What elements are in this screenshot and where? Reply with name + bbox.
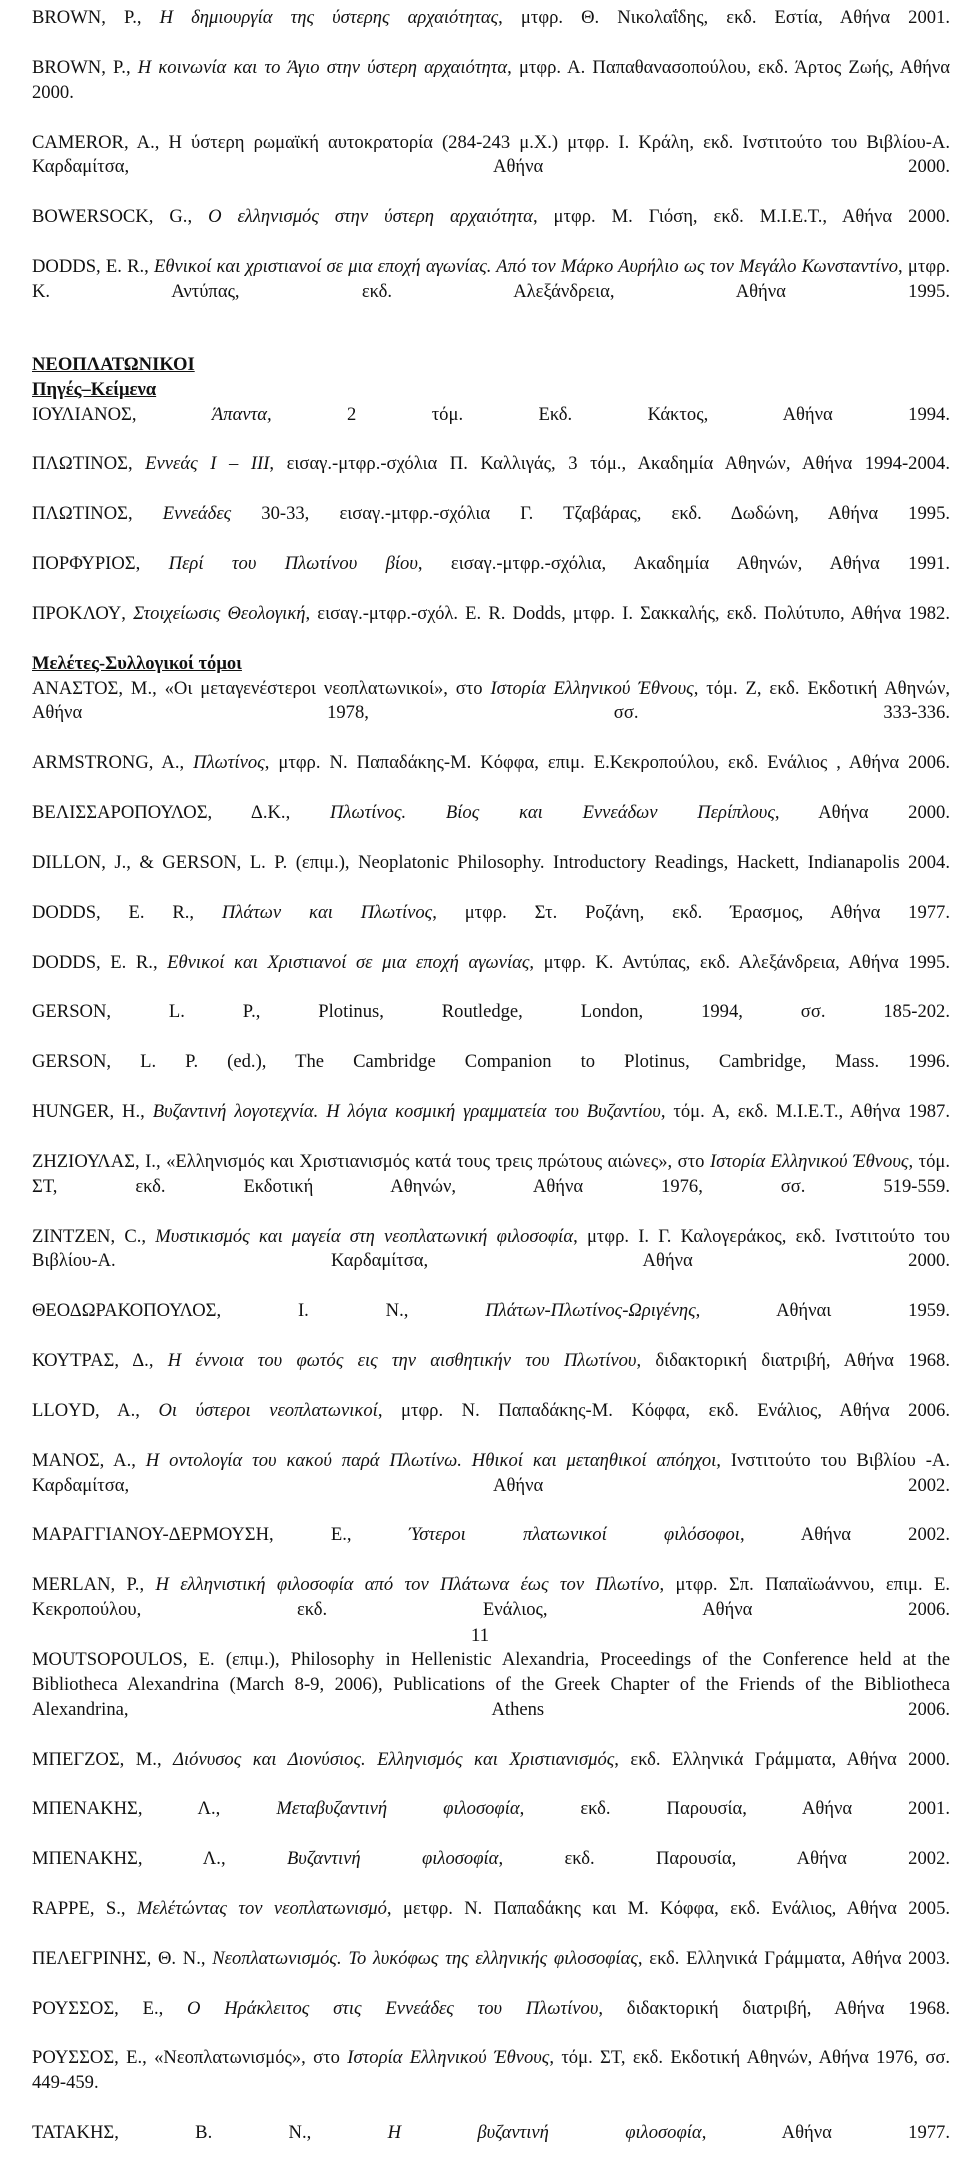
bibliography-entry [32, 1225, 950, 1300]
entry-text: , «Οι μεταγενέστεροι νεοπλατωνικοί», στο [152, 677, 491, 699]
entry-title: Η έννοια του φωτός εις την αισθητικήν του Πλωτίνου [167, 1350, 637, 1372]
section-title: ΝΕΟΠΛΑΤΩΝΙΚΟΙ [32, 353, 195, 375]
entry-text: , [152, 951, 168, 973]
entry-author: BROWN, P. [32, 7, 137, 28]
entry-author: DODDS, E. R. [32, 256, 145, 278]
entry-title: Η δημιουργία της ύστερης αρχαιότητας [159, 7, 499, 28]
entry-text: , [220, 1848, 287, 1870]
entry-text: , [215, 1798, 277, 1820]
bibliography-entry [32, 1299, 950, 1349]
entry-text: , [179, 752, 194, 774]
entry-author: ΙΟΥΛΙΑΝΟΣ [32, 403, 132, 425]
entry-text: , [306, 2122, 388, 2144]
entry-title: Βυζαντινή φιλοσοφία [286, 1848, 499, 1870]
entry-text: , [140, 1100, 153, 1122]
bibliography-entry [32, 2121, 950, 2171]
entry-text: , «Νεοπλατωνισμός», στο [142, 2047, 348, 2069]
entry-text: , [158, 1997, 188, 2019]
bibliography-list-sources [32, 403, 950, 652]
entry-title: Ιστορία Ελληνικού Έθνους [347, 2047, 550, 2069]
entry-author: ΜΑΝΟΣ, Α. [32, 1449, 132, 1471]
entry-text: , τόμ. ΣΤ, εκδ. Εκδοτική Αθηνών, Αθήνα 1976, σσ. 449-459. [32, 2047, 951, 2094]
entry-text: , μτφρ. Ν. Παπαδάκης-Μ. Κόφφα, εκδ. Ενάλιος, Αθήνα 2006. [377, 1399, 951, 1421]
entry-text: , εκδ. Παρουσία, Αθήνα 2001. [519, 1798, 950, 1820]
page-number: 11 [470, 1625, 490, 1646]
entry-text: 30-33, εισαγ.-μτφρ.-σχόλια Γ. Τζαβάρας, εκδ. Δωδώνη, Αθήνα 1995. [231, 503, 951, 525]
entry-text: , Η ύστερη ρωμαϊκή αυτοκρατορία (284-243 μ.Χ.) μτφρ. Ι. Κράλη, εκδ. Ινστιτούτο του Βιβλίου-Α. Καρδαμίτσα, Αθήνα 2000. [32, 131, 950, 178]
entry-text: , εισαγ.-μτφρ.-σχόλ. E. R. Dodds, μτφρ. Ι. Σακκαλής, εκδ. Πολύτυπο, Αθήνα 1982. [305, 602, 950, 624]
entry-title: Εννεάς Ι – ΙΙΙ [145, 453, 270, 475]
entry-text: , Αθήνα 1977. [701, 2122, 950, 2144]
entry-text: , Αθήναι 1959. [695, 1300, 950, 1322]
bibliography-entry [32, 403, 950, 453]
entry-title: Άπαντα, [211, 403, 272, 425]
entry-text: , [135, 553, 169, 575]
entry-title: Η ελληνιστική φιλοσοφία από τον Πλάτωνα έως τον Πλωτίνο [155, 1574, 660, 1596]
bibliography-entry [32, 205, 950, 255]
entry-author: LLOYD, A. [32, 1399, 136, 1421]
entry-text: , «Ελληνισμός και Χριστιανισμός κατά τους τρεις πρώτους αιώνες», στο [155, 1150, 710, 1172]
entry-title: Εθνικοί και Χριστιανοί σε μια εποχή αγωνίας [167, 951, 530, 973]
entry-text: , μτφρ. Σπ. Παπαϊωάννου, επιμ. Ε. Κεκροπούλου, εκδ. Ενάλιος, Αθήνα 2006. [32, 1574, 951, 1621]
entry-text: , τόμ. ΣΤ, εκδ. Εκδοτική Αθηνών, Αθήνα 1976, σσ. 519-559. [32, 1150, 950, 1197]
entry-text: 2 τόμ. Εκδ. Κάκτος, Αθήνα 1994. [271, 403, 950, 425]
bibliography-entry [32, 1648, 950, 1748]
bibliography-entry [32, 6, 950, 56]
entry-text: , [121, 602, 134, 624]
entry-title: Ιστορία Ελληνικού Έθνους [490, 677, 694, 699]
entry-author: HUNGER, H. [32, 1100, 141, 1122]
entry-title: Εννεάδες [162, 503, 232, 525]
entry-text: , [136, 7, 160, 28]
bibliography-entry [32, 1847, 950, 1897]
entry-author: MOUTSOPOULOS, E. [32, 1648, 215, 1670]
subsection-title-sources: Πηγές–Κείμενα [32, 378, 157, 400]
entry-text: , τόμ. Α, εκδ. Μ.Ι.Ε.Τ., Αθήνα 1987. [660, 1100, 951, 1122]
entry-text: , εκδ. Ελληνικά Γράμματα, Αθήνα 2003. [637, 1947, 951, 1969]
entry-author: ΜΠΕΓΖΟΣ, Μ. [32, 1748, 157, 1770]
entry-title: Ο Ηράκλειτος στις Εννεάδες του Πλωτίνου [187, 1997, 599, 2019]
bibliography-entry [32, 56, 950, 131]
bibliography-entry [32, 452, 950, 502]
entry-title: Ιστορία Ελληνικού Έθνους [709, 1150, 909, 1172]
entry-author: GERSON, L. P. [32, 1001, 256, 1023]
bibliography-entry [32, 1947, 950, 1997]
bibliography-entry [32, 1100, 950, 1150]
entry-title: Πλωτίνος. Βίος και Εννεάδων Περίπλους [329, 802, 775, 824]
entry-author: ΠΛΩΤΙΝΟΣ [32, 503, 128, 525]
subsection-title-studies: Μελέτες-Συλλογικοί τόμοι [32, 652, 242, 674]
entry-title: Μελέτώντας τον νεοπλατωνισμό [136, 1897, 387, 1919]
entry-author: ΜΠΕΝΑΚΗΣ, Λ. [32, 1848, 221, 1870]
entry-text: , [141, 1225, 156, 1247]
entry-text: , [144, 256, 155, 278]
entry-text: , διδακτορική διατριβή, Αθήνα 1968. [598, 1997, 951, 2019]
bibliography-page [32, 6, 950, 2171]
bibliography-entry [32, 1150, 950, 1225]
entry-text: (επιμ.), Philosophy in Hellenistic Alexandria, Proceedings of the Conference held at the Bibliotheca Alexandrina (March 8-9, 2006), Publications of the Greek Chapter of the Friends of the Bibliotheca Alexandrina, Athens 2006. [32, 1648, 950, 1720]
entry-author: BROWN, P. [32, 56, 126, 78]
entry-text: , εισαγ.-μτφρ.-σχόλια Π. Καλλιγάς, 3 τόμ., Ακαδημία Αθηνών, Αθήνα 1994-2004. [269, 453, 950, 475]
bibliography-entry [32, 602, 950, 652]
entry-title: Μυστικισμός και μαγεία στη νεοπλατωνική φιλοσοφία [155, 1225, 574, 1247]
entry-title: Πλωτίνος [193, 752, 265, 774]
entry-text: Ινστιτούτο του Βιβλίου -Α. Καρδαμίτσα, Αθήνα 2002. [32, 1449, 950, 1496]
bibliography-entry [32, 1050, 950, 1100]
bibliography-entry [32, 801, 950, 851]
entry-text: , εισαγ.-μτφρ.-σχόλια, Ακαδημία Αθηνών, Αθήνα 1991. [417, 553, 950, 575]
entry-text: , μτφρ. Μ. Γιόση, εκδ. Μ.Ι.Ε.Τ., Αθήνα 2000. [532, 206, 950, 228]
entry-text: , [200, 1947, 213, 1969]
entry-text: , εκδ. Παρουσία, Αθήνα 2002. [498, 1848, 951, 1870]
bibliography-list-studies [32, 677, 950, 2171]
entry-text: , μτφρ. Ι. Γ. Καλογεράκος, εκδ. Ινστιτούτο του Βιβλίου-Α. Καρδαμίτσα, Αθήνα 2000. [32, 1225, 951, 1272]
entry-title: Η βυζαντινή φιλοσοφία [387, 2122, 702, 2144]
entry-author: ΠΟΡΦΥΡΙΟΣ [32, 553, 136, 575]
entry-text: , διδακτορική διατριβή, Αθήνα 1968. [636, 1350, 951, 1372]
entry-author: ΡΟΥΣΣΟΣ, Ε. [32, 1997, 159, 2019]
entry-author: RAPPE, S. [32, 1897, 121, 1919]
entry-title: Περί του Πλωτίνου βίου [168, 553, 418, 575]
entry-text: , [131, 1449, 146, 1471]
entry-text: , Αθήνα 2002. [739, 1524, 950, 1546]
entry-author: ΠΕΛΕΓΡΙΝΗΣ, Θ. Ν. [32, 1947, 201, 1969]
entry-author: ΖΗΖΙΟΥΛΑΣ, Ι. [32, 1150, 156, 1172]
entry-author: ARMSTRONG, A. [32, 752, 180, 774]
entry-text: (επιμ.), Neoplatonic Philosophy. Introductory Readings, Hackett, Indianapolis 2004. [287, 851, 951, 873]
entry-text: , τόμ. Ζ, εκδ. Εκδοτική Αθηνών, Αθήνα 1978, σσ. 333-336. [32, 677, 951, 724]
entry-title: Εθνικοί και χριστιανοί σε μια εποχή αγωνίας. Από τον Μάρκο Αυρήλιο ως τον Μεγάλο Κωνσταντίνο [154, 256, 899, 278]
entry-text: , [135, 1399, 159, 1421]
entry-text: , [156, 1748, 174, 1770]
entry-title: Η οντολογία του κακού παρά Πλωτίνω. Ηθικοί και μεταηθικοί απόηχοι, [145, 1449, 721, 1471]
entry-author: CAMEROR, A. [32, 131, 155, 153]
entry-text: , [148, 1350, 168, 1372]
entry-author: ZINTZEN, C. [32, 1225, 142, 1247]
entry-text: , μτφρ. Ν. Παπαδάκης-Μ. Κόφφα, επιμ. Ε.Κεκροπούλου, εκδ. Ενάλιος , Αθήνα 2006. [264, 752, 950, 774]
bibliography-entry [32, 1449, 950, 1524]
entry-author: ΚΟΥΤΡΑΣ, Δ. [32, 1350, 149, 1372]
entry-text: , [189, 901, 222, 923]
bibliography-entry [32, 552, 950, 602]
bibliography-entry [32, 851, 950, 901]
entry-text: , [131, 403, 212, 425]
entry-author: DILLON, J., & GERSON, L. P. [32, 851, 288, 873]
entry-title: Νεοπλατωνισμός. Το λυκόφως της ελληνικής φιλοσοφίας [212, 1947, 638, 1969]
entry-title: Η κοινωνία και το Άγιο στην ύστερη αρχαιότητα [137, 56, 508, 78]
entry-title: Πλάτων-Πλωτίνος-Ωριγένης [485, 1300, 696, 1322]
bibliography-entry [32, 131, 950, 206]
entry-title: Διόνυσος και Διονύσιος. Ελληνισμός και Χριστιανισμός [173, 1748, 615, 1770]
entry-author: ΠΛΩΤΙΝΟΣ [32, 453, 128, 475]
bibliography-entry [32, 677, 950, 752]
entry-author: MERLAN, P. [32, 1574, 140, 1596]
entry-author: ΡΟΥΣΣΟΣ, Ε. [32, 2047, 143, 2069]
entry-text: , Plotinus, Routledge, London, 1994, σσ. 185-202. [255, 1001, 950, 1023]
entry-author: ΠΡΟΚΛΟΥ [32, 602, 122, 624]
entry-text: , [120, 1897, 137, 1919]
entry-text: , μτφρ. Α. Παπαθανασοπούλου, εκδ. Άρτος Ζωής, Αθήνα 2000. [32, 56, 951, 103]
entry-author: DODDS, E. R. [32, 901, 190, 923]
entry-text: , μετφρ. Ν. Παπαδάκης και Μ. Κόφφα, εκδ. Ενάλιος, Αθήνα 2005. [386, 1897, 951, 1919]
entry-author: ΒΕΛΙΣΣΑΡΟΠΟΥΛΟΣ, Δ.Κ. [32, 802, 286, 824]
bibliography-entry [32, 901, 950, 951]
bibliography-entry [32, 1797, 950, 1847]
bibliography-entry [32, 1897, 950, 1947]
entry-text: , μτφρ. Στ. Ροζάνη, εκδ. Έρασμος, Αθήνα 1977. [432, 901, 951, 923]
bibliography-entry [32, 2046, 950, 2121]
entry-title: Πλάτων και Πλωτίνος [221, 901, 433, 923]
entry-author: DODDS, E. R. [32, 951, 153, 973]
entry-title: Μεταβυζαντινή φιλοσοφία [276, 1798, 520, 1820]
entry-title: Βυζαντινή λογοτεχνία. Η λόγια κοσμική γραμματεία του Βυζαντίου [152, 1100, 661, 1122]
entry-author: BOWERSOCK, G. [32, 206, 188, 228]
bibliography-entry [32, 1997, 950, 2047]
entry-text: (ed.), The Cambridge Companion to Plotinus, Cambridge, Mass. 1996. [198, 1051, 950, 1073]
entry-text: , μτφρ. Κ. Αντύπας, εκδ. Αλεξάνδρεια, Αθήνα 1995. [529, 951, 950, 973]
entry-text: , [403, 1300, 486, 1322]
entry-author: ΤΑΤΑΚΗΣ, Β. Ν. [32, 2122, 307, 2144]
entry-text: , εκδ. Ελληνικά Γράμματα, Αθήνα 2000. [614, 1748, 951, 1770]
entry-text: , [139, 1574, 156, 1596]
bibliography-entry [32, 1399, 950, 1449]
bibliography-entry [32, 255, 950, 330]
bibliography-entry [32, 1748, 950, 1798]
bibliography-entry [32, 751, 950, 801]
bibliography-list-general [32, 6, 950, 330]
entry-title: Οι ύστεροι νεοπλατωνικοί [158, 1399, 378, 1421]
entry-text: , Αθήνα 2000. [774, 802, 951, 824]
entry-title: Ύστεροι πλατωνικοί φιλόσοφοι [408, 1524, 740, 1546]
bibliography-entry [32, 502, 950, 552]
entry-author: GERSON, L. P. [32, 1051, 199, 1073]
entry-text: , μτφρ. Θ. Νικολαΐδης, εκδ. Εστία, Αθήνα 2001. [498, 7, 951, 28]
bibliography-entry [32, 1349, 950, 1399]
entry-title: Στοιχείωσις Θεολογική [133, 602, 306, 624]
entry-text: , μτφρ. Κ. Αντύπας, εκδ. Αλεξάνδρεια, Αθήνα 1995. [32, 256, 950, 302]
entry-text: , [285, 802, 330, 824]
entry-title: Ο ελληνισμός στην ύστερη αρχαιότητα [208, 206, 533, 228]
entry-text: , [187, 206, 209, 228]
entry-text: , [346, 1524, 409, 1546]
entry-text: , [127, 503, 163, 525]
entry-author: ΜΠΕΝΑΚΗΣ, Λ. [32, 1798, 216, 1820]
entry-author: ΜΑΡΑΓΓΙΑΝΟΥ-ΔΕΡΜΟΥΣΗ, Ε. [32, 1524, 347, 1546]
entry-author: ΑΝΑΣΤΟΣ, Μ. [32, 677, 153, 699]
entry-text: , [125, 56, 138, 78]
bibliography-entry [32, 1523, 950, 1573]
entry-author: ΘΕΟΔΩΡΑΚΟΠΟΥΛΟΣ, Ι. Ν. [32, 1300, 404, 1322]
entry-text: , [127, 453, 146, 475]
bibliography-entry [32, 951, 950, 1001]
bibliography-entry [32, 1000, 950, 1050]
